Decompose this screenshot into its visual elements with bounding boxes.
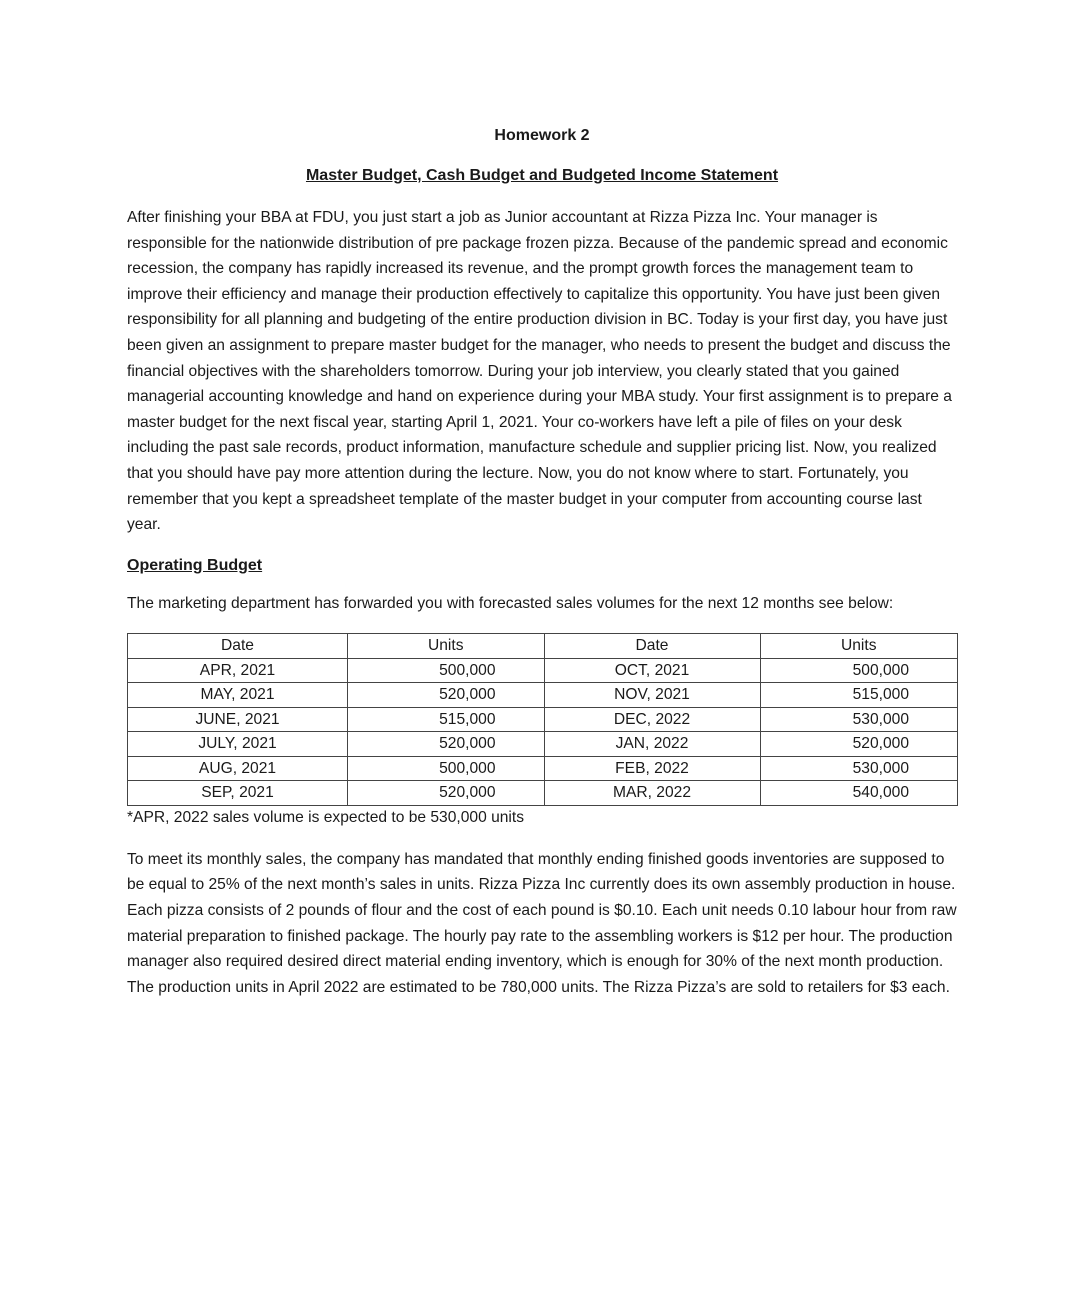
marketing-paragraph: The marketing department has forwarded you with forecasted sales volumes for the next 12 months see below: <box>127 594 894 612</box>
table-cell-units: 530,000 <box>760 756 958 781</box>
header-units-1: Units <box>348 634 544 659</box>
table-row <box>128 756 958 781</box>
table-header-row <box>128 634 958 659</box>
table-cell-date: JAN, 2022 <box>544 732 760 757</box>
table-row <box>128 707 958 732</box>
table-cell-units: 500,000 <box>760 658 958 683</box>
table-cell-units: 500,000 <box>348 756 544 781</box>
table-cell-date: JULY, 2021 <box>128 732 348 757</box>
table-row <box>128 781 958 806</box>
header-date-2: Date <box>544 634 760 659</box>
document-subtitle: Master Budget, Cash Budget and Budgeted Income Statement <box>305 167 779 184</box>
table-cell-date: OCT, 2021 <box>544 658 760 683</box>
production-paragraph: To meet its monthly sales, the company has mandated that monthly ending finished goods inventories are supposed to be equal to 25% of the next month’s sales in units. Rizza Pizza Inc currently does its own assembly production in house. Each pizza consists of 2 pounds of flour and the cost of each pound is $0.10. Each unit needs 0.10 labour hour from raw material preparation to finished package. The hourly pay rate to the assembling workers is $12 per hour. The production manager also required desired direct material ending inventory, which is enough for 30% of the next month production. The production units in April 2022 are estimated to be 780,000 units. The Rizza Pizza’s are sold to retailers for $3 each. <box>127 850 957 996</box>
table-cell-date: MAR, 2022 <box>544 781 760 806</box>
document-title: Homework 2 <box>494 127 590 144</box>
table-cell-units: 540,000 <box>760 781 958 806</box>
table-cell-units: 515,000 <box>348 707 544 732</box>
sales-forecast-table <box>127 633 958 806</box>
table-cell-date: JUNE, 2021 <box>128 707 348 732</box>
table-cell-date: AUG, 2021 <box>128 756 348 781</box>
intro-paragraph: After finishing your BBA at FDU, you just start a job as Junior accountant at Rizza Pizza Inc. Your manager is responsible for the nationwide distribution of pre package frozen pizza. Because of the pandemic spread and economic recession, the company has rapidly increased its revenue, and the prompt growth forces the management team to improve their efficiency and manage their production effectively to capitalize this opportunity. You have just been given responsibility for all planning and budgeting of the entire production division in BC. Today is your first day, you have just been given an assignment to prepare master budget for the manager, who needs to present the budget and discuss the financial objectives with the shareholders tomorrow. During your job interview, you clearly stated that you gained managerial accounting knowledge and hand on experience during your MBA study. Your first assignment is to prepare a master budget for the next fiscal year, starting April 1, 2021. Your co-workers have left a pile of files on your desk including the past sale records, product information, manufacture schedule and supplier pricing list. Now, you realized that you should have pay more attention during the lecture. Now, you do not know where to start. Fortunately, you remember that you kept a spreadsheet template of the master budget in your computer from accounting course last year. <box>127 209 952 534</box>
table-cell-date: FEB, 2022 <box>544 756 760 781</box>
section-heading-operating-budget: Operating Budget <box>127 556 263 574</box>
table-cell-date: SEP, 2021 <box>128 781 348 806</box>
table-footnote: *APR, 2022 sales volume is expected to be 530,000 units <box>127 808 525 826</box>
table-cell-units: 520,000 <box>348 732 544 757</box>
table-cell-date: MAY, 2021 <box>128 683 348 708</box>
table-cell-units: 520,000 <box>348 683 544 708</box>
table-cell-units: 520,000 <box>760 732 958 757</box>
table-cell-units: 500,000 <box>348 658 544 683</box>
table-cell-units: 515,000 <box>760 683 958 708</box>
header-date-1: Date <box>128 634 348 659</box>
table-cell-date: NOV, 2021 <box>544 683 760 708</box>
table-row <box>128 732 958 757</box>
table-cell-date: APR, 2021 <box>128 658 348 683</box>
header-units-2: Units <box>760 634 958 659</box>
document-page <box>127 120 957 1000</box>
table-row <box>128 658 958 683</box>
table-cell-date: DEC, 2022 <box>544 707 760 732</box>
table-cell-units: 520,000 <box>348 781 544 806</box>
table-cell-units: 530,000 <box>760 707 958 732</box>
table-row <box>128 683 958 708</box>
